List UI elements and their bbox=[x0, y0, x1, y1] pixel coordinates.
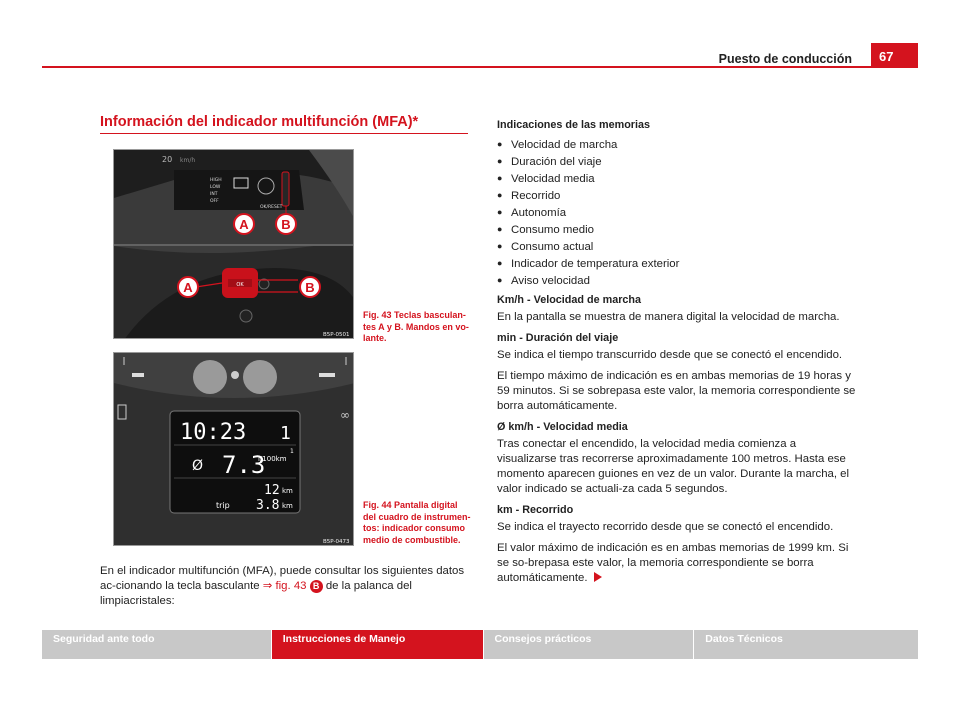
right-column bbox=[497, 118, 857, 592]
callout-a-badge-wheel bbox=[178, 277, 198, 297]
list-item: ● Indicador de temperatura exterior bbox=[497, 258, 680, 270]
list-item: ● Recorrido bbox=[497, 190, 561, 202]
section-title: Información del indicador multifunción (MFA)* bbox=[100, 114, 419, 130]
list-item: ● Consumo medio bbox=[497, 224, 594, 236]
svg-text:B: B bbox=[281, 217, 291, 232]
figure-43-link[interactable]: ⇒ fig. 43 bbox=[262, 580, 307, 592]
stalk-label-int: INT bbox=[210, 192, 218, 197]
speed-paragraph: En la pantalla se muestra de manera digital la velocidad de marcha. bbox=[497, 311, 840, 323]
display-consumption: 7.3 bbox=[222, 451, 266, 479]
svg-text:km/h: km/h bbox=[180, 157, 196, 164]
figure-43-code: B5P-0501 bbox=[323, 332, 350, 338]
memories-list bbox=[497, 136, 857, 289]
display-trip-value: 3.8 bbox=[256, 498, 280, 513]
key-b-badge: B bbox=[310, 580, 323, 593]
callout-b-badge-wheel bbox=[300, 277, 320, 297]
svg-text:∞: ∞ bbox=[340, 408, 350, 422]
display-trip-label: trip bbox=[216, 501, 230, 510]
display-time: 10:23 bbox=[180, 420, 247, 445]
distance-paragraph-2: El valor máximo de indicación es en ambas memorias de 1999 km. Si se so-brepasa este valor, la memoria correspondiente se borra automáticamente. bbox=[497, 542, 849, 584]
stalk-label-high: HIGH bbox=[210, 178, 222, 183]
section-rule bbox=[100, 133, 468, 134]
tab-datos-tecnicos[interactable]: Datos Técnicos bbox=[694, 630, 918, 659]
memories-heading: Indicaciones de las memorias bbox=[497, 119, 651, 131]
stalk-label-off: OFF bbox=[210, 199, 219, 204]
display-trip-unit: km bbox=[282, 502, 293, 510]
intro-paragraph: En el indicador multifunción (MFA), puede consultar los siguientes datos ac-cionando la tecla basculante ⇒ fig. 43 B de la palanca del limpiacristales: bbox=[100, 565, 465, 607]
display-memory: 1 bbox=[280, 423, 291, 444]
svg-text:A: A bbox=[239, 217, 249, 232]
speed-heading: Km/h - Velocidad de marcha bbox=[497, 294, 642, 306]
figure-43-image bbox=[113, 149, 354, 339]
svg-text:A: A bbox=[183, 280, 193, 295]
callout-b-badge bbox=[276, 214, 296, 234]
footer-tabs bbox=[42, 630, 918, 659]
list-item: ● Velocidad de marcha bbox=[497, 139, 618, 151]
running-header: Puesto de conducción bbox=[718, 52, 852, 66]
svg-text:20: 20 bbox=[162, 155, 173, 164]
figure-44-code: B5P-0473 bbox=[323, 539, 350, 545]
list-item: ● Duración del viaje bbox=[497, 156, 602, 168]
duration-paragraph-1: Se indica el tiempo transcurrido desde que se conectó el encendido. bbox=[497, 349, 843, 361]
stalk-button-label: OK/RESET bbox=[260, 205, 283, 210]
figure-44-caption: Fig. 44 Pantalla digital del cuadro de instrumen-tos: indicador consumo medio de combustible. bbox=[363, 500, 471, 545]
page-number: 67 bbox=[871, 43, 918, 68]
wheel-ok-label: OK bbox=[236, 282, 244, 288]
distance-paragraph-1: Se indica el trayecto recorrido desde que se conectó el encendido. bbox=[497, 521, 834, 533]
header-rule bbox=[42, 66, 918, 68]
list-item: ● Aviso velocidad bbox=[497, 275, 590, 287]
figure-43-caption: Fig. 43 Teclas basculan-tes A y B. Mandos en vo-lante. bbox=[363, 310, 469, 343]
display-distance: 12 bbox=[264, 483, 280, 498]
figure-44-image bbox=[113, 352, 354, 546]
continue-arrow-icon bbox=[594, 572, 602, 582]
tab-seguridad[interactable]: Seguridad ante todo bbox=[42, 630, 271, 659]
list-item: ● Velocidad media bbox=[497, 173, 595, 185]
duration-paragraph-2: El tiempo máximo de indicación es en ambas memorias de 19 horas y 59 minutos. Si se sobrepasa este valor, la memoria correspondiente se borra automáticamente. bbox=[497, 370, 856, 412]
tab-instrucciones[interactable]: Instrucciones de Manejo bbox=[272, 630, 483, 659]
display-consumption-index: 1 bbox=[290, 448, 294, 455]
distance-heading: km - Recorrido bbox=[497, 504, 574, 516]
display-distance-unit: km bbox=[282, 487, 293, 495]
stalk-label-low: LOW bbox=[210, 185, 221, 190]
list-item: ● Autonomía bbox=[497, 207, 567, 219]
avg-speed-heading: Ø km/h - Velocidad media bbox=[497, 421, 628, 433]
tab-consejos[interactable]: Consejos prácticos bbox=[484, 630, 694, 659]
avg-speed-paragraph: Tras conectar el encendido, la velocidad media comienza a visualizarse tras recorrerse aproximadamente 100 metros. Hasta ese momento aparecen guiones en vez de un valor. Durante la marcha, el valor indicado se actuali-za cada 5 segundos. bbox=[497, 438, 850, 495]
svg-text:B: B bbox=[305, 280, 315, 295]
display-avg-symbol: Ø bbox=[192, 458, 204, 474]
duration-heading: min - Duración del viaje bbox=[497, 332, 619, 344]
display-consumption-unit: l/100km bbox=[258, 455, 287, 463]
list-item: ● Consumo actual bbox=[497, 241, 594, 253]
callout-a-badge bbox=[234, 214, 254, 234]
